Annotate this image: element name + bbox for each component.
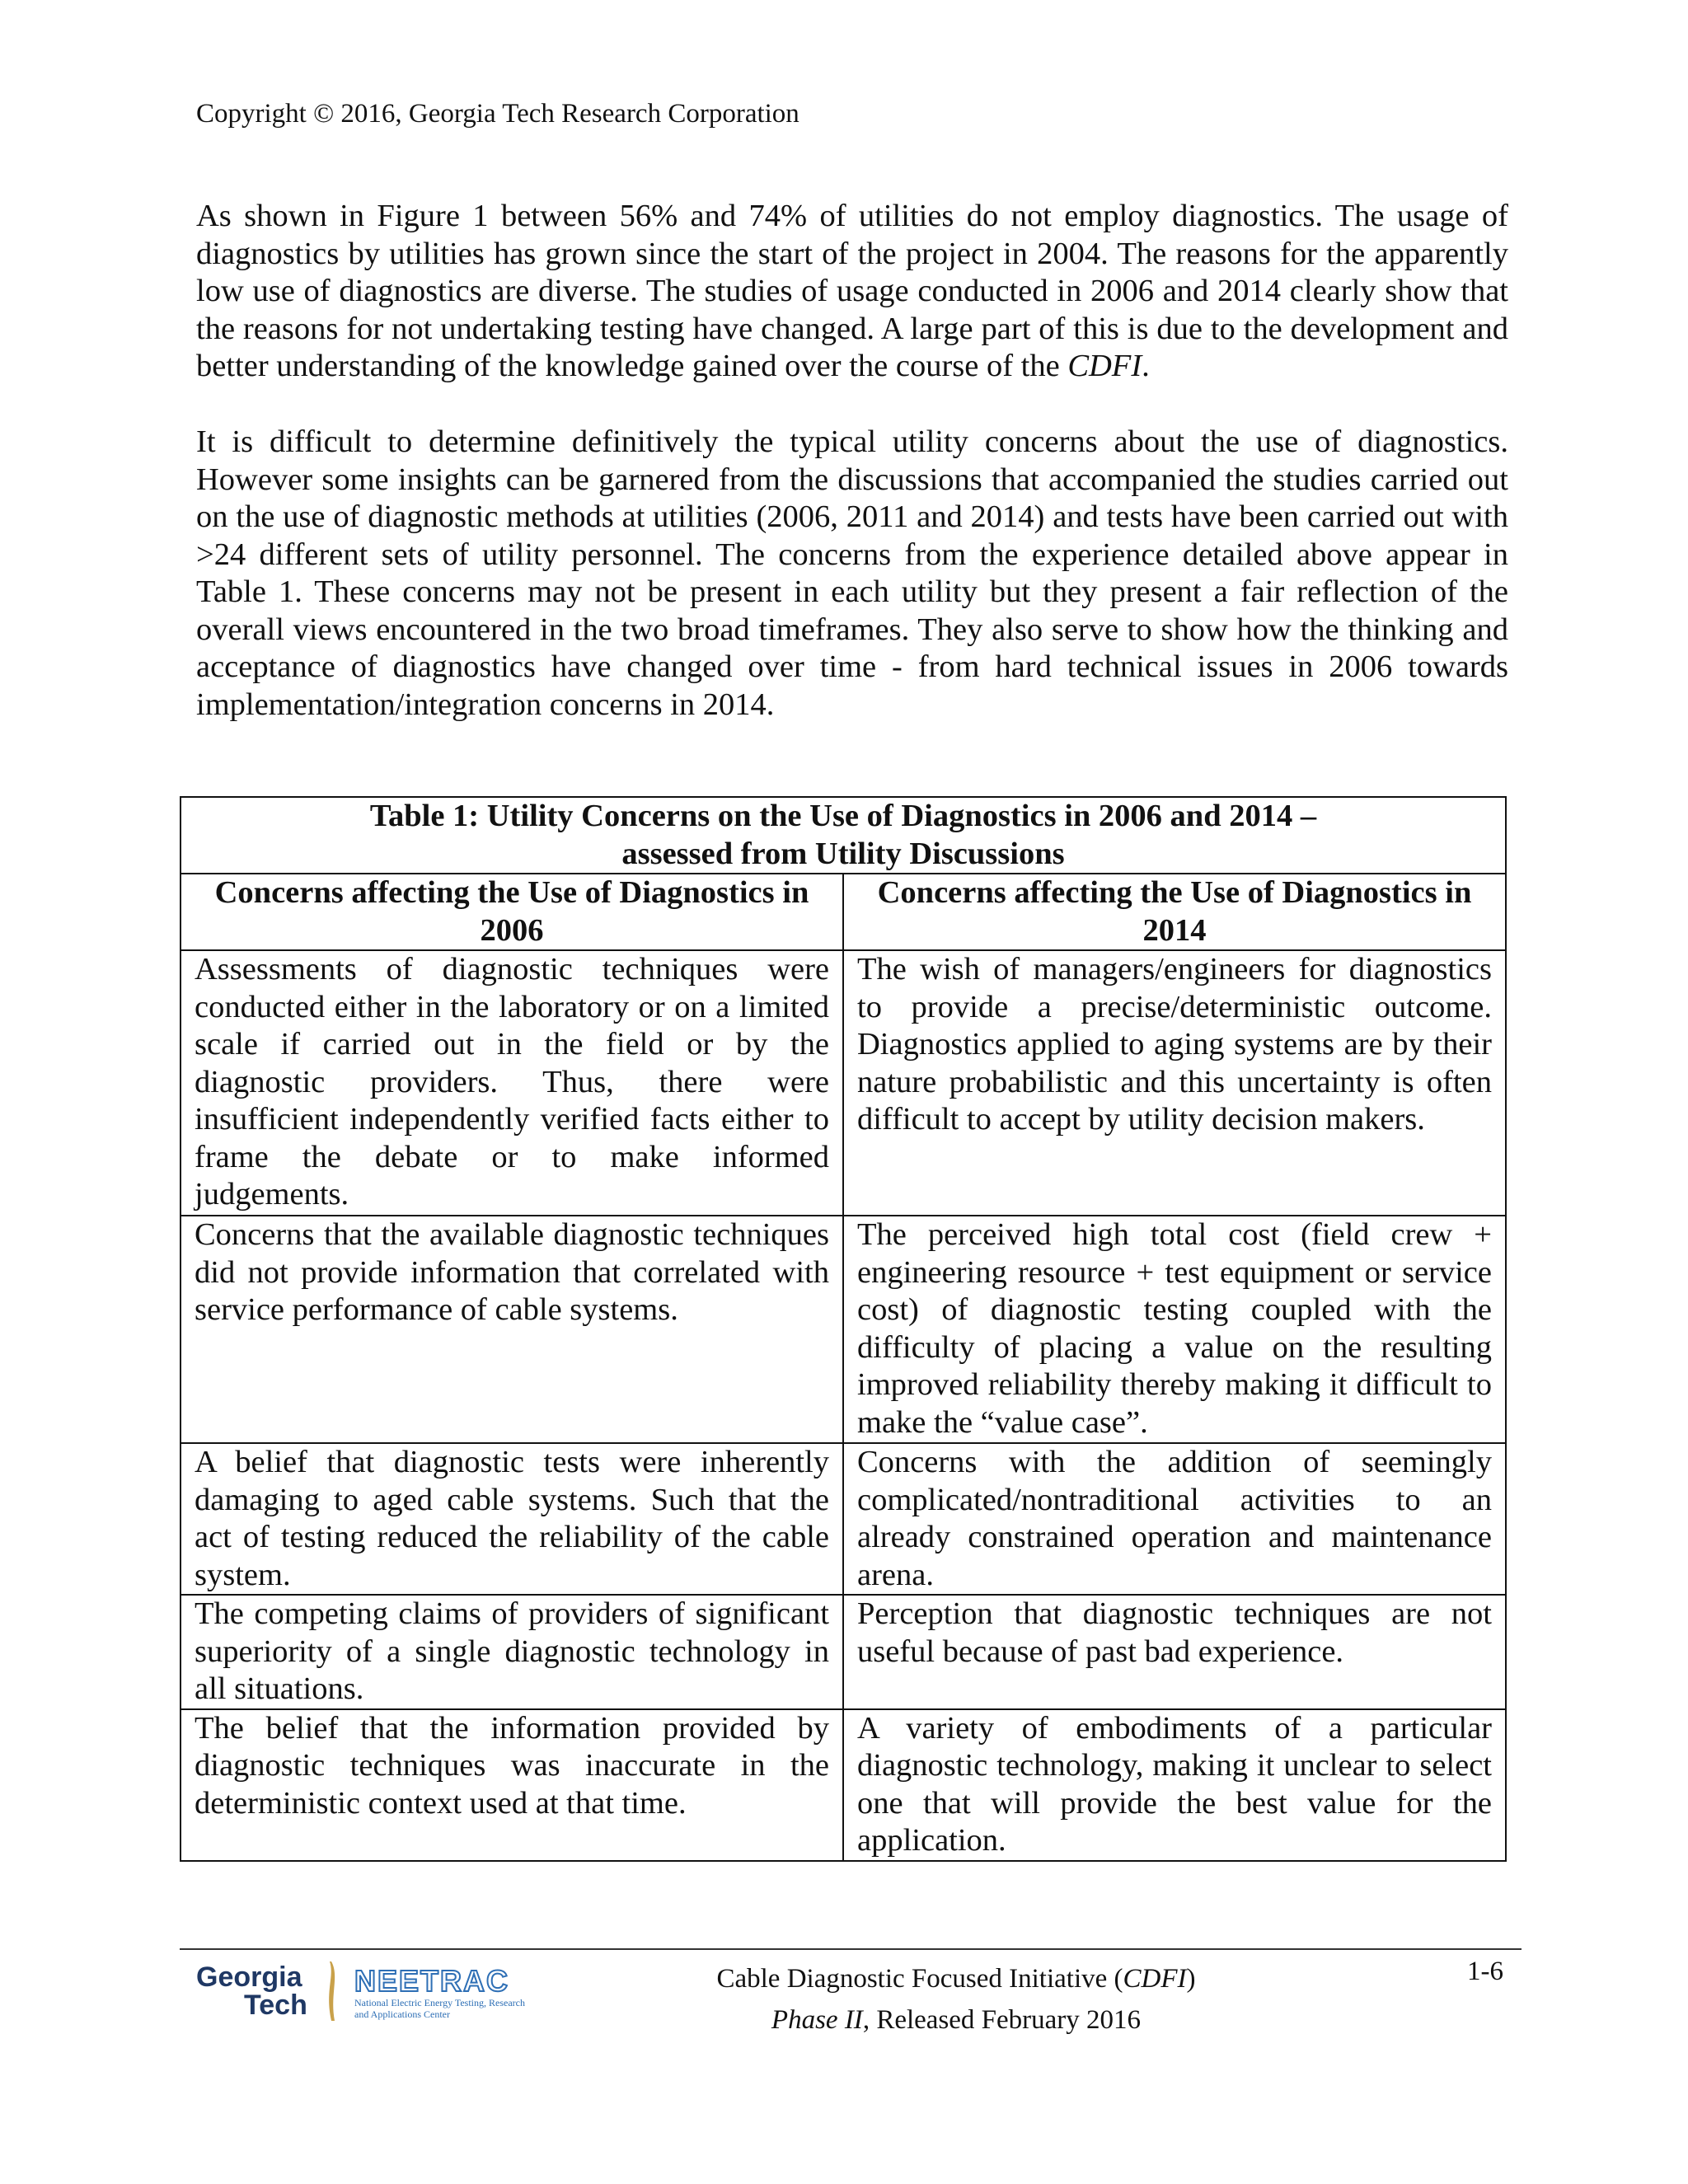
table-caption-line-1: Table 1: Utility Concerns on the Use of Diagnostics in 2006 and 2014 – (369, 799, 1317, 833)
copyright-header: Copyright © 2016, Georgia Tech Research Corporation (196, 99, 799, 129)
footer-line-2 (626, 1999, 1286, 2041)
paragraph-1-end: . (1142, 349, 1150, 383)
paragraph-1-cdfi: CDFI (1067, 349, 1142, 383)
table-cell-2014: The wish of managers/engineers for diagnostics to provide a precise/deterministic outcome. Diagnostics applied to aging systems are by their nature probabilistic and this uncertainty is often difficult to accept by utility decision makers. (843, 950, 1506, 1216)
table-cell-2006: The competing claims of providers of significant superiority of a single diagnostic technology in all situations. (181, 1595, 843, 1709)
table-cell-2006: The belief that the information provided by diagnostic techniques was inaccurate in the deterministic context used at that time. (181, 1709, 843, 1861)
paragraph-1-text: As shown in Figure 1 between 56% and 74% of utilities do not employ diagnostics. The usage of diagnostics by utilities has grown since the start of the project in 2004. The reasons for the apparently low use of diagnostics are diverse. The studies of usage conducted in 2006 and 2014 clearly show that the reasons for not undertaking testing have changed. A large part of this is due to the development and better understanding of the knowledge gained over the course of the (196, 199, 1508, 383)
table-caption-row (181, 797, 1506, 874)
table-cell-2006: Concerns that the available diagnostic techniques did not provide information that correlated with service performance of cable systems. (181, 1216, 843, 1443)
footer-release-date: , Released February 2016 (862, 2005, 1142, 2035)
logo-gold-flame (329, 1961, 335, 2021)
concerns-table (180, 796, 1507, 1862)
table-row (181, 950, 1506, 1216)
logo-tech-text: Tech (244, 1990, 307, 2021)
footer-line-1 (626, 1958, 1286, 1999)
table-cell-2014: A variety of embodiments of a particular diagnostic technology, making it unclear to select one that will provide the best value for the application. (843, 1709, 1506, 1861)
table-cell-2014: Concerns with the addition of seemingly complicated/nontraditional activities to an already constrained operation and maintenance arena. (843, 1443, 1506, 1595)
logo-subtitle-line-1: National Electric Energy Testing, Research (354, 1997, 525, 2008)
column-header-2006: Concerns affecting the Use of Diagnostics in 2006 (181, 874, 843, 950)
footer-phase: Phase II (771, 2005, 863, 2035)
table-caption-line-2: assessed from Utility Discussions (621, 836, 1065, 871)
column-header-2014: Concerns affecting the Use of Diagnostics in 2014 (843, 874, 1506, 950)
table-row (181, 1709, 1506, 1861)
table-cell-2006: A belief that diagnostic tests were inherently damaging to aged cable systems. Such that the act of testing reduced the reliability of the cable system. (181, 1443, 843, 1595)
logo-subtitle-line-2: and Applications Center (354, 2008, 450, 2020)
table-cell-2014: Perception that diagnostic techniques are not useful because of past bad experience. (843, 1595, 1506, 1709)
table-cell-2006: Assessments of diagnostic techniques were conducted either in the laboratory or on a limited scale if carried out in the field or by the diagnostic providers. Thus, there were insufficient independently verified facts either to frame the debate or to make informed judgements. (181, 950, 843, 1216)
table-row (181, 1595, 1506, 1709)
table-caption (181, 797, 1506, 874)
paragraph-2: It is difficult to determine definitively the typical utility concerns about the use of diagnostics. However some insights can be garnered from the discussions that accompanied the studies carried out on the use of diagnostic methods at utilities (2006, 2011 and 2014) and tests have been carried out with >24 different sets of utility personnel. The concerns from the experience detailed above appear in Table 1. These concerns may not be present in each utility but they present a fair reflection of the overall views encountered in the two broad timeframes. They also serve to show how the thinking and acceptance of diagnostics have changed over time - from hard technical issues in 2006 towards implementation/integration concerns in 2014. (196, 424, 1508, 722)
logo-neetrac-text: NEETRAC (354, 1964, 510, 1998)
georgia-tech-neetrac-logo (195, 1958, 541, 2024)
concerns-table-container (180, 796, 1507, 1862)
logo-georgia-text: Georgia (196, 1961, 302, 1993)
footer-divider (180, 1948, 1522, 1950)
page-number: 1-6 (1467, 1957, 1503, 1986)
paragraph-1 (196, 198, 1508, 386)
table-row (181, 1443, 1506, 1595)
table-header-row (181, 874, 1506, 950)
footer-line-1-cdfi: CDFI (1123, 1964, 1187, 1994)
table-row (181, 1216, 1506, 1443)
table-cell-2014: The perceived high total cost (field crew + engineering resource + test equipment or service cost) of diagnostic testing coupled with the difficulty of placing a value on the resulting improved reliability thereby making it difficult to make the “value case”. (843, 1216, 1506, 1443)
footer-title-block (626, 1958, 1286, 2041)
footer-line-1-prefix: Cable Diagnostic Focused Initiative ( (716, 1964, 1123, 1994)
footer-line-1-suffix: ) (1186, 1964, 1196, 1994)
